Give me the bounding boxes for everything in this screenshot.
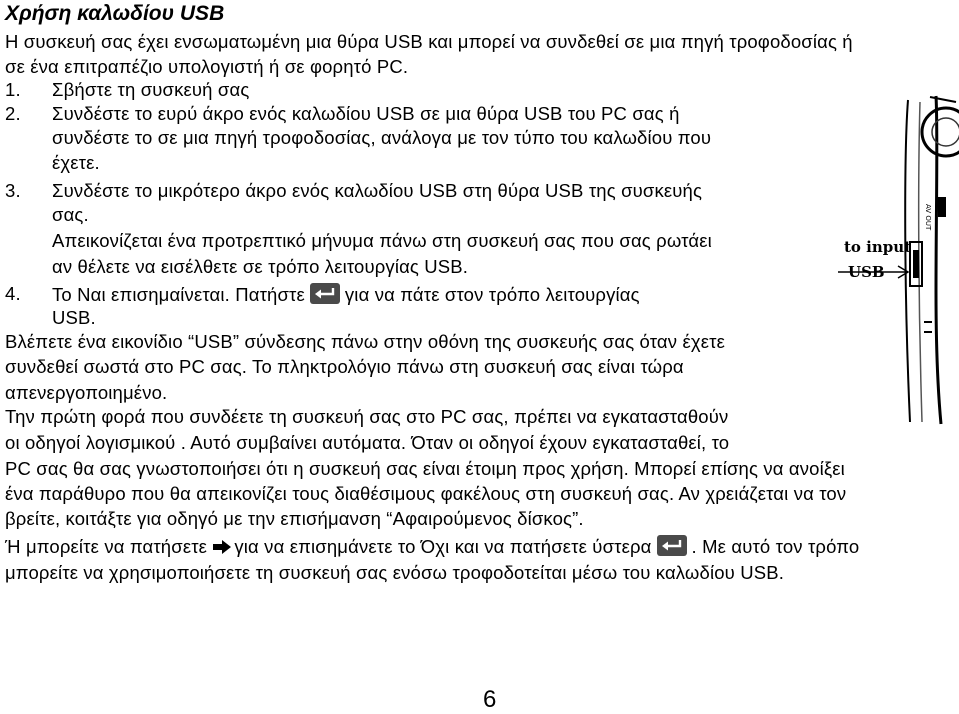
- paragraph-line: οι οδηγοί λογισμικού . Αυτό συμβαίνει αυτόματα. Όταν οι οδηγοί έχουν εγκατασταθεί, το: [5, 432, 730, 453]
- device-label: to input: [844, 238, 912, 256]
- step-text: έχετε.: [52, 152, 100, 173]
- step-text-part: Το Ναι επισημαίνεται. Πατήστε: [52, 284, 305, 305]
- step-number: 4.: [5, 283, 21, 304]
- paragraph-line: βρείτε, κοιτάξτε για οδηγό με την επισήμανση “Αφαιρούμενος δίσκος”.: [5, 508, 584, 529]
- paragraph-line: Βλέπετε ένα εικονίδιο “USB” σύνδεσης πάνω στην οθόνη της συσκευής σας όταν έχετε: [5, 331, 725, 352]
- step-text: Σβήστε τη συσκευή σας: [52, 79, 250, 100]
- step-text: USB.: [52, 307, 96, 328]
- recorder-side-view-icon: [838, 92, 959, 426]
- paragraph-part: . Με αυτό τον τρόπο: [691, 536, 860, 557]
- right-arrow-icon: [212, 539, 232, 555]
- enter-key-icon: [657, 535, 687, 556]
- step-number: 1.: [5, 79, 21, 100]
- step-text: Συνδέστε το ευρύ άκρο ενός καλωδίου USB σε μια θύρα USB του PC σας ή: [52, 103, 680, 124]
- enter-key-icon: [310, 283, 340, 304]
- paragraph-line: μπορείτε να χρησιμοποιήσετε τη συσκευή σας ενόσω τροφοδοτείται μέσω του καλωδίου USB.: [5, 562, 784, 583]
- step-text: συνδέστε το σε μια πηγή τροφοδοσίας, ανάλογα με τον τύπο του καλωδίου που: [52, 127, 712, 148]
- step-number: 2.: [5, 103, 21, 124]
- step-text-part: για να πάτε στον τρόπο λειτουργίας: [344, 284, 640, 305]
- paragraph-part: για να επισημάνετε το Όχι και να πατήσετε ύστερα: [234, 536, 652, 557]
- device-label: USB: [848, 263, 885, 281]
- step-text: Συνδέστε το μικρότερο άκρο ενός καλωδίου USB στη θύρα USB της συσκευής: [52, 180, 703, 201]
- step-text: σας.: [52, 204, 89, 225]
- device-port-label: AV OUT: [924, 204, 932, 231]
- paragraph-line: [5, 535, 859, 558]
- paragraph-line: PC σας θα σας γνωστοποιήσει ότι η συσκευή σας είναι έτοιμη προς χρήση. Μπορεί επίσης να ανοίξει: [5, 458, 845, 479]
- paragraph-line: Την πρώτη φορά που συνδέετε τη συσκευή σας στο PC σας, πρέπει να εγκατασταθούν: [5, 406, 729, 427]
- intro-line: Η συσκευή σας έχει ενσωματωμένη μια θύρα USB και μπορεί να συνδεθεί σε μια πηγή τροφοδοσίας ή: [5, 31, 853, 52]
- paragraph-part: Ή μπορείτε να πατήσετε: [5, 536, 208, 557]
- step-text: Απεικονίζεται ένα προτρεπτικό μήνυμα πάνω στη συσκευή σας που σας ρωτάει: [52, 230, 712, 251]
- step-text: αν θέλετε να εισέλθετε σε τρόπο λειτουργίας USB.: [52, 256, 469, 277]
- step-text: [52, 283, 640, 306]
- page-number: 6: [483, 686, 497, 713]
- device-illustration: [838, 92, 959, 426]
- step-number: 3.: [5, 180, 21, 201]
- paragraph-line: συνδεθεί σωστά στο PC σας. Το πληκτρολόγιο πάνω στη συσκευή σας είναι τώρα: [5, 356, 684, 377]
- paragraph-line: ένα παράθυρο που θα απεικονίζει τους διαθέσιμους φακέλους στη συσκευή σας. Αν χρειάζεται να τον: [5, 483, 847, 504]
- page-title: Χρήση καλωδίου USB: [5, 2, 225, 25]
- paragraph-line: απενεργοποιημένο.: [5, 382, 168, 403]
- intro-line: σε ένα επιτραπέζιο υπολογιστή ή σε φορητό PC.: [5, 56, 409, 77]
